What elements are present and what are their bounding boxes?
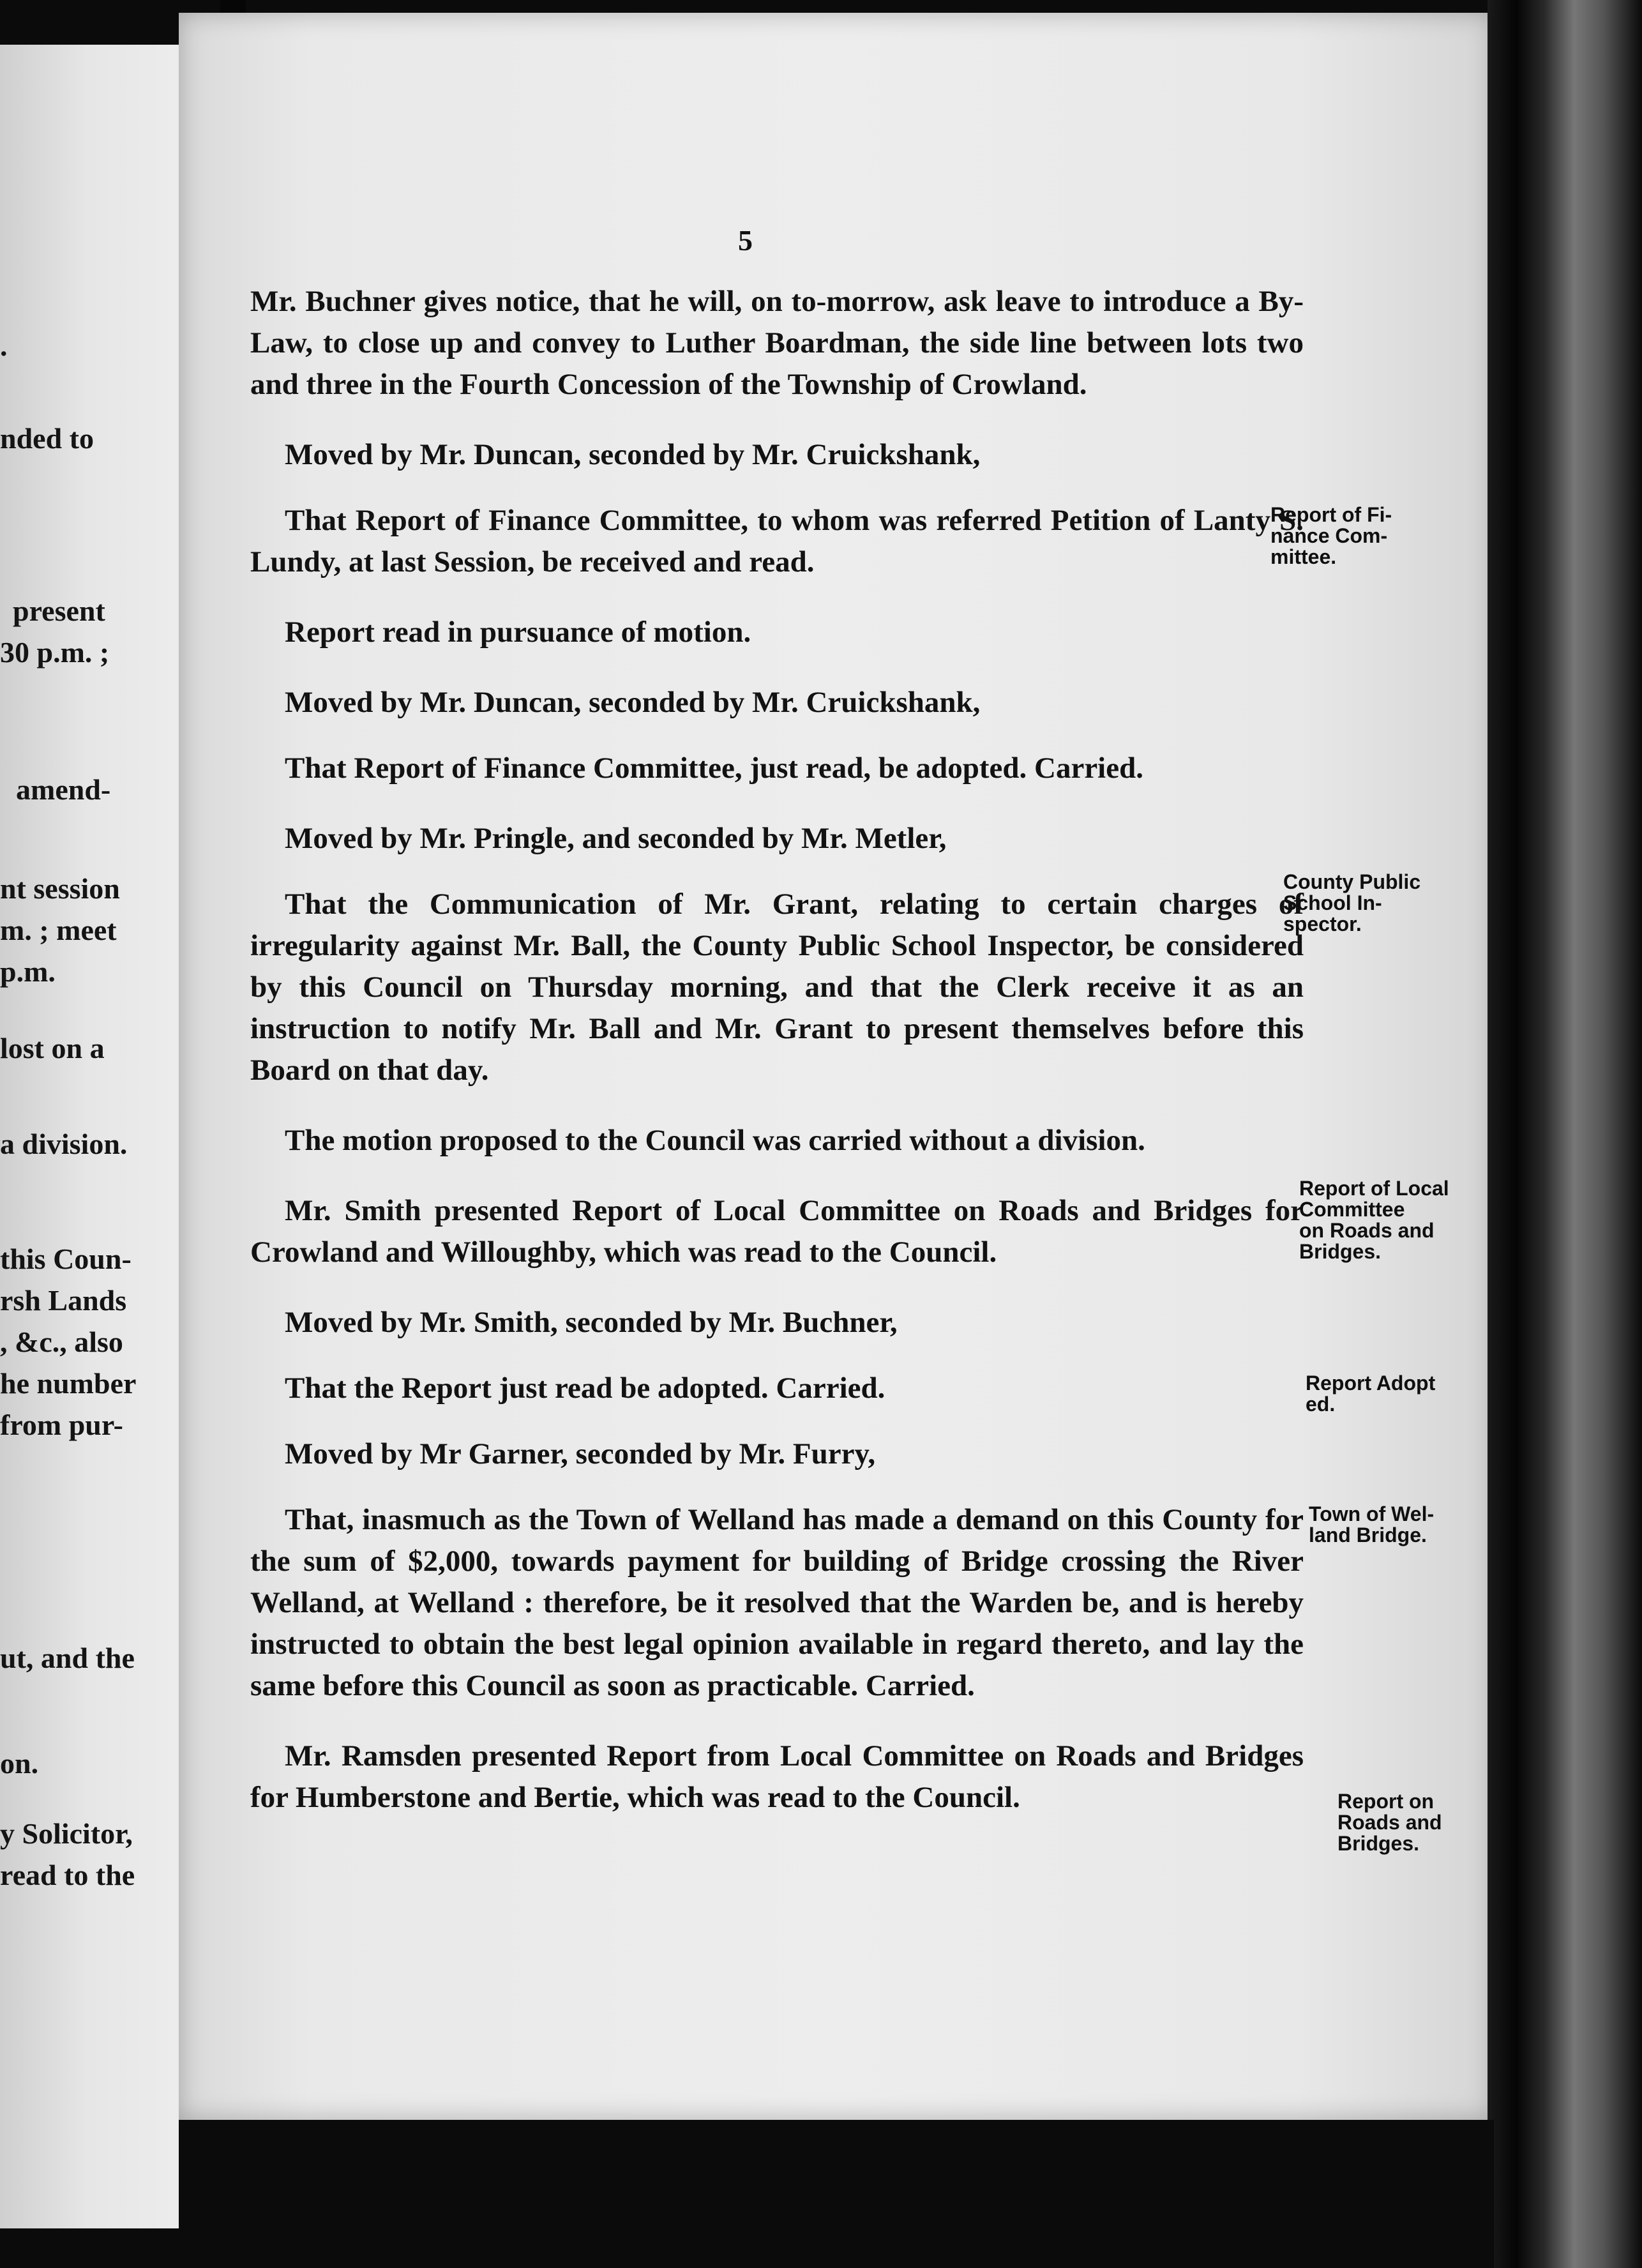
left-page-line: p.m. [0,955,56,988]
margin-note-school-inspector: County Public School In- spector. [1283,870,1421,935]
paragraph: Moved by Mr Garner, seconded by Mr. Furry, [285,1437,876,1470]
left-page-line: this Coun- [0,1243,132,1275]
left-page-line: . [0,329,8,362]
left-page-line: on. [0,1747,39,1780]
paragraph: That Report of Finance Committee, to whom was referred Petition of Lanty S. Lundy, at last Session, be received and read. [250,504,1304,578]
paragraph: That, inasmuch as the Town of Welland has made a demand on this County for the sum of $2,000, towards payment for building of Bridge crossing the River Welland, at Welland : therefore, be it resolved that the Warden be, and is hereby instructed to obtain the best legal opinion available in regard thereto, and lay the same before this Council as soon as practicable. Carried. [250,1503,1304,1702]
paragraph: That the Communication of Mr. Grant, relating to certain charges of irregularity against Mr. Ball, the County Public School Inspector, be considered by this Council on Thursday morning, and that the Clerk receive it as an instruction to notify Mr. Ball and Mr. Grant to present themselves before this Board on that day. [250,888,1304,1087]
paragraph: Moved by Mr. Duncan, seconded by Mr. Cruickshank, [285,686,981,719]
left-page-line: nt session [0,872,120,905]
left-page-line: , &c., also [0,1326,123,1358]
margin-note-welland-bridge: Town of Wel- land Bridge. [1309,1502,1435,1546]
paragraph: Mr. Buchner gives notice, that he will, on to-morrow, ask leave to introduce a By-Law, to close up and convey to Luther Boardman, the side line between lots two and three in the Fourth Concession of the Township of Crowland. [250,285,1304,401]
left-page-line: lost on a [0,1032,105,1064]
margin-note-local-committee: Report of Local Committee on Roads and Bridges. [1299,1177,1449,1263]
page-edge [1488,0,1545,2268]
paragraph: Moved by Mr. Pringle, and seconded by Mr. Metler, [285,822,947,855]
paragraph: That the Report just read be adopted. Carried. [285,1372,885,1405]
left-page-line: he number [0,1367,137,1400]
margin-note-report-adopted: Report Adopt ed. [1306,1372,1436,1416]
left-page-line: a division. [0,1128,128,1160]
paragraph: The motion proposed to the Council was carried without a division. [285,1124,1145,1157]
paragraph: That Report of Finance Committee, just read, be adopted. Carried. [285,752,1143,785]
paragraph: Mr. Ramsden presented Report from Local Committee on Roads and Bridges for Humberstone and Bertie, which was read to the Council. [250,1739,1304,1814]
margin-note-finance: Report of Fi- nance Com- mittee. [1270,503,1392,568]
page-number: 5 [738,224,753,257]
left-page-line: read to the [0,1859,135,1891]
left-page-line: m. ; meet [0,914,117,946]
page-body [250,281,1304,1847]
left-page-line: nded to [0,422,94,455]
paragraph: Mr. Smith presented Report of Local Committee on Roads and Bridges for Crowland and Willoughby, which was read to the Council. [250,1194,1304,1269]
bottom-shadow [179,2120,1494,2268]
left-page-line: ut, and the [0,1642,135,1674]
left-page-line: from pur- [0,1409,123,1441]
left-page-line: present [13,594,105,627]
paragraph: Moved by Mr. Smith, seconded by Mr. Buchner, [285,1306,898,1339]
left-page-line: 30 p.m. ; [0,636,110,669]
margin-note-roads-bridges: Report on Roads and Bridges. [1337,1790,1442,1855]
right-page-stack [1545,0,1642,2268]
left-page-line: amend- [16,773,111,806]
left-page-line: y Solicitor, [0,1817,133,1850]
paragraph: Report read in pursuance of motion. [285,616,751,649]
left-page-line: rsh Lands [0,1284,127,1317]
paragraph: Moved by Mr. Duncan, seconded by Mr. Cruickshank, [285,438,981,471]
